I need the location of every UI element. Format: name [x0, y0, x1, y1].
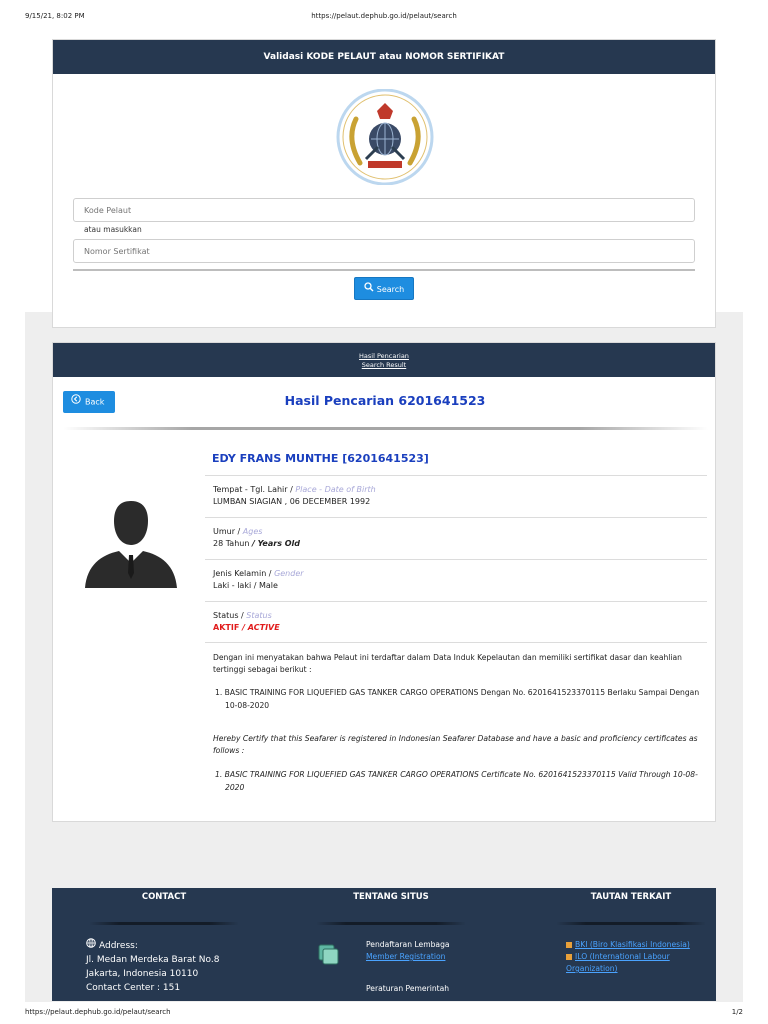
contact-title: CONTACT: [141, 892, 187, 902]
about-title: TENTANG SITUS: [353, 892, 429, 902]
print-datetime: 9/15/21, 8:02 PM: [25, 12, 85, 20]
birth-label: Tempat - Tgl. Lahir /: [213, 485, 293, 494]
divider: [89, 922, 239, 925]
bki-link[interactable]: [566, 939, 706, 951]
validation-header: Validasi KODE PELAUT atau NOMOR SERTIFIKAT: [53, 40, 715, 74]
nomor-sertifikat-input[interactable]: [73, 239, 695, 263]
contact-block: [86, 938, 219, 995]
input-divider: [73, 269, 695, 271]
seafarer-logo: [334, 89, 436, 185]
print-header: [0, 0, 768, 30]
kode-pelaut-input[interactable]: [73, 198, 695, 222]
related-links: [566, 939, 706, 975]
back-arrow-icon: [71, 391, 81, 413]
globe-icon: [86, 938, 96, 953]
divider: [205, 601, 707, 602]
statement-id: Dengan ini menyatakan bahwa Pelaut ini terdaftar dalam Data Induk Kepelautan dan memiliki sertifikat dasar dan keahlian tertinggi sebagai berikut :: [213, 653, 682, 674]
bullet-icon: [566, 942, 572, 948]
or-text: atau masukkan: [84, 225, 142, 234]
ilo-link-label: ILO (International Labour Organization): [566, 952, 670, 973]
bullet-icon: [566, 954, 572, 960]
result-title: Hasil Pencarian 6201641523: [284, 393, 486, 408]
status-label-en: Status: [246, 611, 272, 620]
search-button[interactable]: [354, 277, 414, 300]
registration-icon: [318, 944, 340, 966]
divider: [205, 559, 707, 560]
gender-field: [213, 568, 304, 592]
gender-value: Laki - laki / Male: [213, 581, 278, 590]
contact-center: Contact Center : 151: [86, 983, 181, 993]
age-value-en: / Years Old: [251, 539, 301, 548]
status-field: [213, 610, 280, 634]
registration-label: Pendaftaran Lembaga: [366, 940, 450, 949]
divider: [556, 922, 706, 925]
back-button[interactable]: [63, 391, 115, 413]
result-header-en[interactable]: Search Result: [361, 361, 407, 369]
result-card: [52, 342, 716, 822]
address-line1: Jl. Medan Merdeka Barat No.8: [86, 955, 220, 965]
registration-block: [366, 939, 450, 963]
divider: [316, 922, 466, 925]
divider: [205, 642, 707, 643]
bki-link-label: BKI (Biro Klasifikasi Indonesia): [575, 940, 690, 949]
status-value-en: / ACTIVE: [242, 623, 280, 632]
title-divider: [63, 427, 708, 430]
back-button-label: Back: [85, 397, 105, 407]
site-footer: [52, 888, 716, 1001]
status-label: Status /: [213, 611, 244, 620]
age-value: 28 Tahun: [213, 539, 250, 548]
birth-field: [213, 484, 376, 508]
seafarer-name: EDY FRANS MUNTHE [6201641523]: [212, 452, 429, 465]
birth-label-en: Place - Date of Birth: [295, 485, 376, 494]
divider: [205, 475, 707, 476]
links-title: TAUTAN TERKAIT: [590, 892, 672, 902]
certificate-item-id: 1. BASIC TRAINING FOR LIQUEFIED GAS TANKER CARGO OPERATIONS Dengan No. 6201641523370115 Berlaku Sampai Dengan 10-08-2020: [215, 688, 700, 710]
status-value: AKTIF: [213, 623, 240, 632]
gender-label-en: Gender: [274, 569, 304, 578]
divider: [205, 517, 707, 518]
address-label: Address:: [99, 941, 138, 951]
statement-en: Hereby Certify that this Seafarer is registered in Indonesian Seafarer Database and have a basic and proficiency certificates as follows :: [213, 734, 698, 755]
print-url: https://pelaut.dephub.go.id/pelaut/search: [311, 12, 457, 20]
regulation-label[interactable]: Peraturan Pemerintah: [366, 984, 450, 993]
age-field: [213, 526, 300, 550]
print-footer: [0, 1002, 768, 1024]
print-url-footer: https://pelaut.dephub.go.id/pelaut/search: [25, 1008, 171, 1016]
certificate-item-en: 1. BASIC TRAINING FOR LIQUEFIED GAS TANKER CARGO OPERATIONS Certificate No. 6201641523370115 Valid Through 10-08-2020: [215, 770, 698, 792]
age-label: Umur /: [213, 527, 241, 536]
member-registration-link[interactable]: Member Registration: [366, 952, 446, 961]
ilo-link[interactable]: [566, 951, 706, 975]
gender-label: Jenis Kelamin /: [213, 569, 272, 578]
result-header: [53, 343, 715, 377]
search-icon: [364, 278, 374, 301]
print-page-number: 1/2: [731, 1008, 743, 1016]
validation-card: [52, 39, 716, 328]
address-line2: Jakarta, Indonesia 10110: [86, 969, 199, 979]
result-header-id[interactable]: Hasil Pencarian: [359, 352, 409, 360]
search-button-label: Search: [376, 285, 405, 294]
avatar: [79, 493, 183, 588]
age-label-en: Ages: [242, 527, 263, 536]
birth-value: LUMBAN SIAGIAN , 06 DECEMBER 1992: [213, 497, 371, 506]
